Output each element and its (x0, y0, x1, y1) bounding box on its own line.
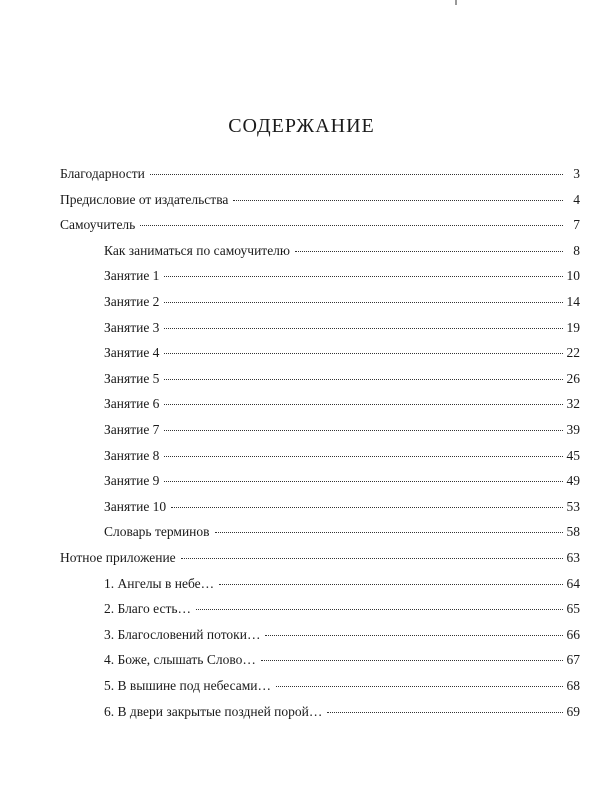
toc-entry-page-number: 10 (566, 268, 580, 283)
dot-leader (196, 609, 563, 610)
toc-entry-title: Занятие 8 (104, 448, 160, 463)
toc-entry-page-number: 65 (566, 601, 580, 616)
dot-leader (327, 712, 563, 713)
toc-entry-page-number: 64 (566, 576, 580, 591)
dot-leader (276, 686, 563, 687)
toc-entry-page-number: 68 (566, 678, 580, 693)
toc-entry (60, 550, 580, 572)
toc-entry-title: Занятие 4 (104, 345, 160, 360)
toc-entry-title: 5. В вышине под небесами… (104, 678, 272, 693)
toc-entry-title: 4. Боже, слышать Слово… (104, 652, 256, 667)
toc-entry-page-number: 69 (566, 704, 580, 719)
toc-entry (104, 268, 580, 290)
toc-entry (104, 678, 580, 700)
toc-entry-page-number: 19 (566, 320, 580, 335)
toc-entry-page-number: 22 (566, 345, 580, 360)
toc-entry-page-number: 45 (566, 448, 580, 463)
toc-entry (60, 192, 580, 214)
toc-entry-title: Словарь терминов (104, 524, 210, 539)
dot-leader (164, 328, 563, 329)
toc-entry-page-number: 39 (566, 422, 580, 437)
toc-entry-page-number: 8 (573, 243, 580, 258)
toc-entry-page-number: 14 (566, 294, 580, 309)
toc-entry (104, 243, 580, 265)
toc-entry (104, 627, 580, 649)
toc-entry (104, 499, 580, 521)
toc-entry-page-number: 63 (566, 550, 580, 565)
toc-entry (104, 524, 580, 546)
dot-leader (265, 635, 563, 636)
dot-leader (219, 584, 563, 585)
toc-entry (60, 166, 580, 188)
toc-entry (104, 652, 580, 674)
dot-leader (164, 379, 563, 380)
toc-entry (104, 345, 580, 367)
toc-entry-page-number: 66 (566, 627, 580, 642)
toc-entry-title: Занятие 5 (104, 371, 160, 386)
dot-leader (164, 430, 563, 431)
toc-entry (60, 217, 580, 239)
toc-entry-title: 1. Ангелы в небе… (104, 576, 215, 591)
toc-entry-page-number: 67 (566, 652, 580, 667)
toc-entry (104, 704, 580, 726)
toc-entry-title: 2. Благо есть… (104, 601, 192, 616)
toc-entry-title: Занятие 1 (104, 268, 160, 283)
toc-entry-page-number: 49 (566, 473, 580, 488)
toc-entry-title: Занятие 9 (104, 473, 160, 488)
dot-leader (295, 251, 563, 252)
dot-leader (215, 532, 563, 533)
dot-leader (164, 302, 563, 303)
toc-entry-page-number: 4 (573, 192, 580, 207)
toc-entry-page-number: 58 (566, 524, 580, 539)
toc-entry-title: Как заниматься по самоучителю (104, 243, 291, 258)
toc-entry (104, 601, 580, 623)
toc-entry-page-number: 7 (573, 217, 580, 232)
dot-leader (150, 174, 563, 175)
toc-entry (104, 576, 580, 598)
dot-leader (164, 481, 563, 482)
dot-leader (233, 200, 563, 201)
toc-entry-title: Занятие 2 (104, 294, 160, 309)
toc-entry-title: 3. Благословений потоки… (104, 627, 261, 642)
dot-leader (140, 225, 563, 226)
toc-entry (104, 473, 580, 495)
toc-entry-title: Занятие 7 (104, 422, 160, 437)
dot-leader (164, 276, 563, 277)
dot-leader (164, 353, 563, 354)
toc-entry (104, 448, 580, 470)
toc-entry-title: Занятие 10 (104, 499, 167, 514)
toc-entry-title: Занятие 6 (104, 396, 160, 411)
toc-entry-page-number: 32 (566, 396, 580, 411)
dot-leader (164, 456, 563, 457)
toc-entry-title: Нотное приложение (60, 550, 176, 565)
toc-entry (104, 396, 580, 418)
dot-leader (164, 404, 563, 405)
toc-entry (104, 320, 580, 342)
toc-entry-page-number: 53 (566, 499, 580, 514)
toc-entry (104, 294, 580, 316)
dot-leader (171, 507, 563, 508)
toc-entry (104, 371, 580, 393)
page-title: СОДЕРЖАНИЕ (228, 115, 375, 137)
toc-entry-title: Самоучитель (60, 217, 136, 232)
toc-entry-page-number: 26 (566, 371, 580, 386)
scan-mark (455, 0, 457, 5)
toc-entry-page-number: 3 (573, 166, 580, 181)
toc-entry-title: Благодарности (60, 166, 145, 181)
toc-entry-title: 6. В двери закрытые поздней порой… (104, 704, 323, 719)
toc-entry-title: Занятие 3 (104, 320, 160, 335)
toc-entry-title: Предисловие от издательства (60, 192, 229, 207)
dot-leader (181, 558, 563, 559)
toc-entry (104, 422, 580, 444)
dot-leader (261, 660, 563, 661)
